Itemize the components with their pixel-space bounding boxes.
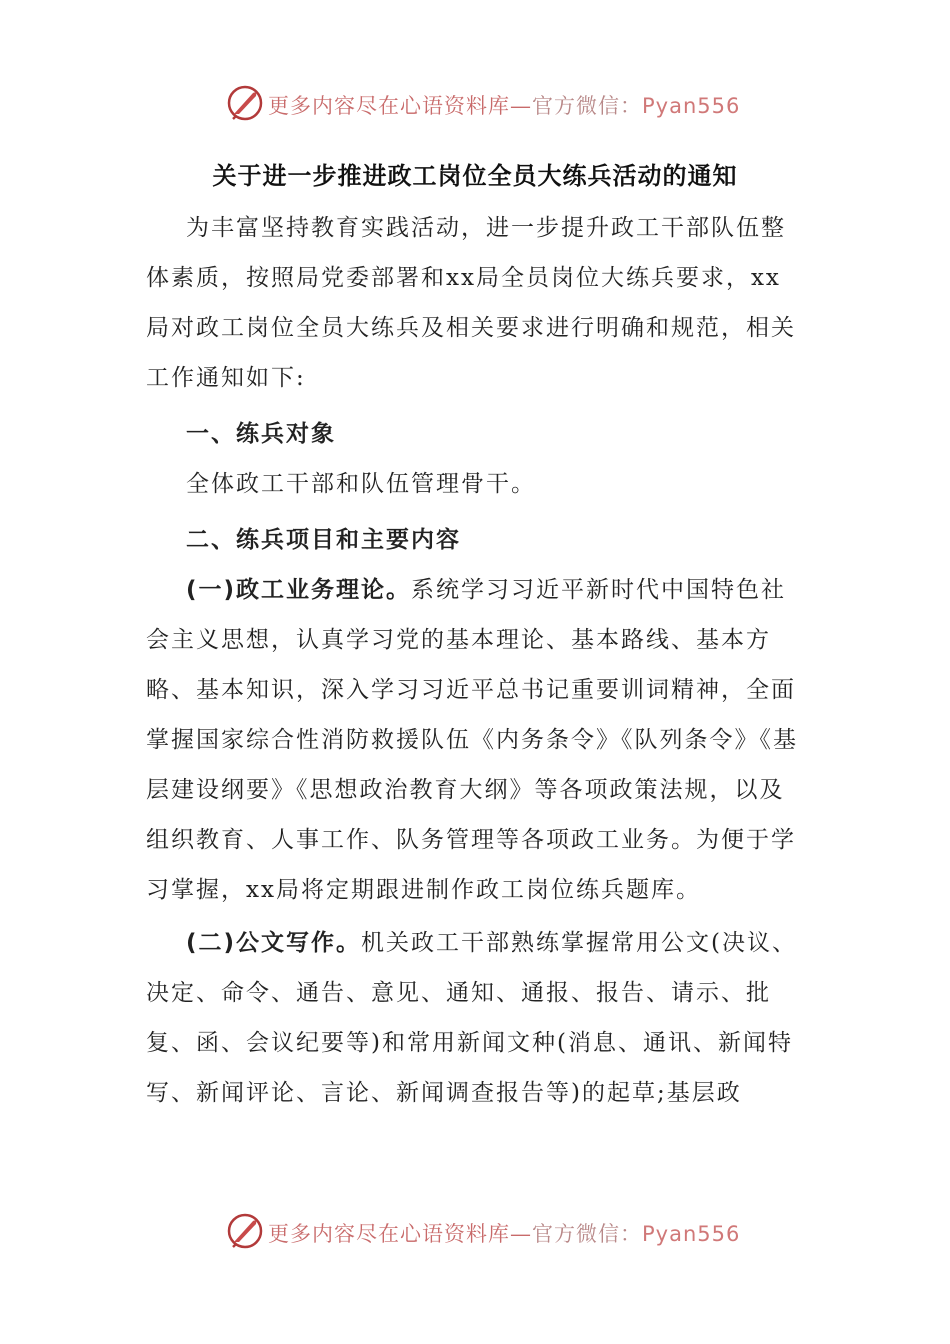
item2-paragraph [146,918,798,1118]
quill-logo-icon [226,84,264,122]
document-body [146,203,798,1118]
section-heading-2: 二、练兵项目和主要内容 [186,527,461,553]
document-title: 关于进一步推进政工岗位全员大练兵活动的通知 [212,162,738,190]
item1-text: 系统学习习近平新时代中国特色社会主义思想，认真学习党的基本理论、基本路线、基本方略、基本知识，深入学习习近平总书记重要训词精神，全面掌握国家综合性消防救援队伍《内务条令》《队列条令》《基层建设纲要》《思想政治教育大纲》等各项政策法规，以及组织教育、人事工作、队务管理等各项政工业务。为便于学习掌握，xx局将定期跟进制作政工岗位练兵题库。 [146,577,798,903]
watermark-text: 更多内容尽在心语资料库—官方微信：Pyan556 [268,94,741,118]
quill-logo-icon [226,1212,264,1250]
watermark-banner-bottom [0,1210,950,1254]
intro-paragraph: 为丰富坚持教育实践活动，进一步提升政工干部队伍整体素质，按照局党委部署和xx局全员岗位大练兵要求，xx局对政工岗位全员大练兵及相关要求进行明确和规范，相关工作通知如下: [146,215,796,391]
watermark-banner-top [0,82,950,126]
watermark-text: 更多内容尽在心语资料库—官方微信：Pyan556 [268,1222,741,1246]
section-heading-1: 一、练兵对象 [186,421,336,447]
item1-lead: (一)政工业务理论。 [186,577,412,603]
item2-text: 机关政工干部熟练掌握常用公文(决议、决定、命令、通告、意见、通知、通报、报告、请示、批复、函、会议纪要等)和常用新闻文种(消息、通讯、新闻特写、新闻评论、言论、新闻调查报告等)的起草;基层政 [146,930,798,1106]
section1-paragraph: 全体政工干部和队伍管理骨干。 [186,471,536,497]
item1-paragraph [146,565,798,915]
item2-lead: (二)公文写作。 [186,930,362,956]
